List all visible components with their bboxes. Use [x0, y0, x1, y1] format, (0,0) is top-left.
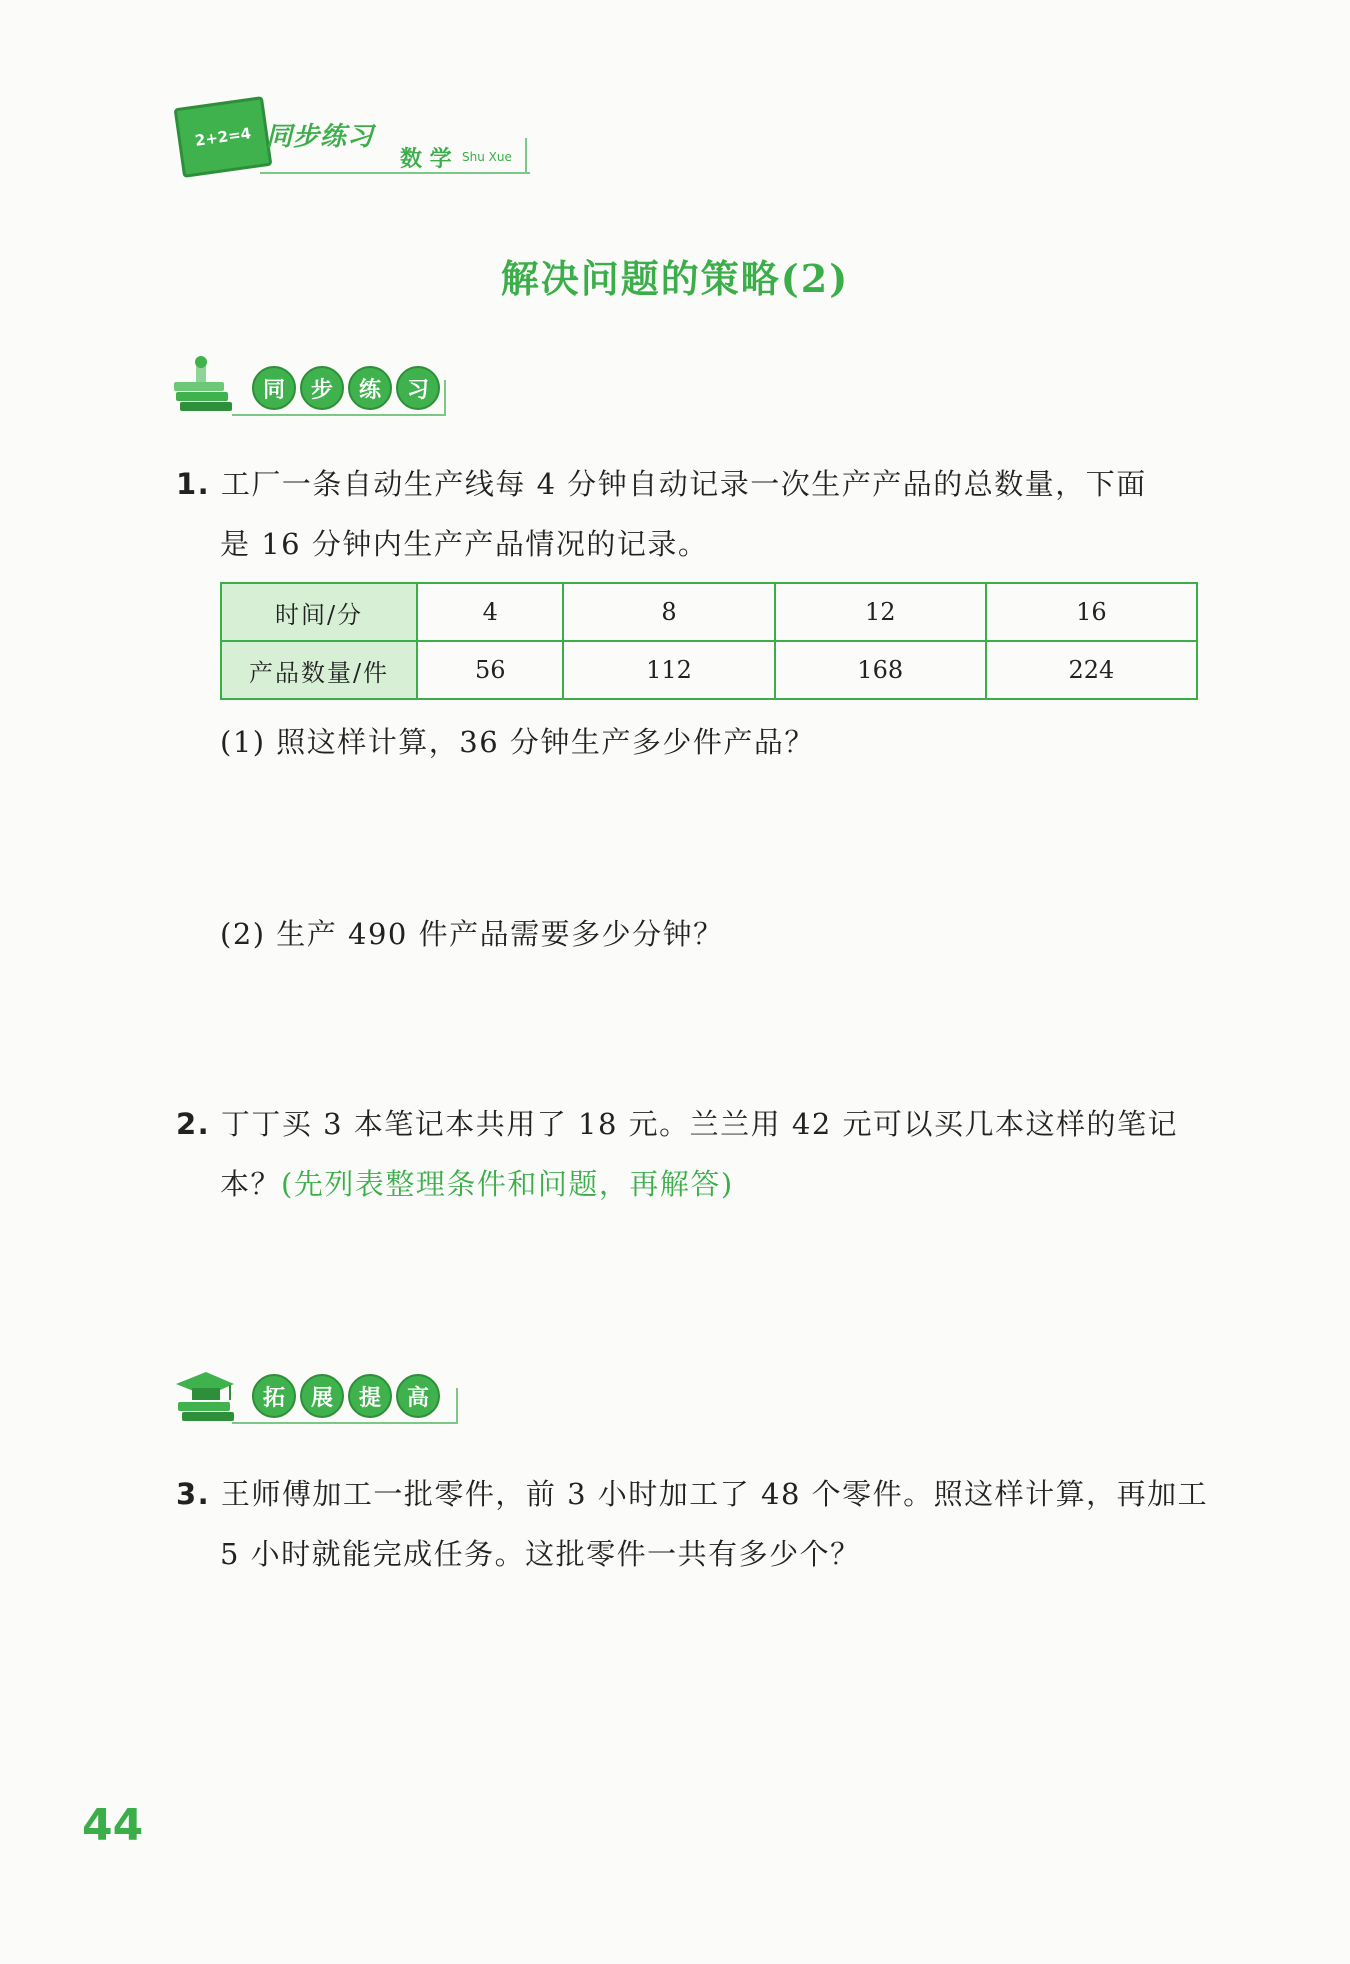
- section-char: 拓: [252, 1374, 296, 1418]
- section-rule: [232, 1422, 458, 1424]
- question-text: 本？: [220, 1167, 282, 1201]
- question-1-line-1: [176, 454, 1216, 514]
- section-badge-practice: [172, 354, 452, 424]
- question-1-sub-2: (2) 生产 490 件产品需要多少分钟？: [220, 917, 724, 951]
- section-badge-extension: [172, 1362, 462, 1432]
- section-char: 同: [252, 366, 296, 410]
- question-1-line-2: 是 16 分钟内生产产品情况的记录。: [220, 527, 709, 561]
- table-cell: 168: [775, 641, 986, 699]
- question-number: 1.: [176, 467, 211, 501]
- table-cell: 224: [986, 641, 1197, 699]
- question-text: 王师傅加工一批零件，前 3 小时加工了 48 个零件。照这样计算，再加工: [220, 1477, 1209, 1511]
- section-char: 习: [396, 366, 440, 410]
- question-2-line-2: [220, 1154, 1220, 1214]
- question-hint: (先列表整理条件和问题，再解答): [281, 1167, 734, 1201]
- data-table: [220, 582, 1198, 700]
- section-rule-end: [444, 380, 446, 416]
- table-cell: 112: [563, 641, 774, 699]
- question-number: 2.: [176, 1107, 211, 1141]
- graduation-cap-icon: [172, 1362, 236, 1428]
- question-3-line-2: 5 小时就能完成任务。这批零件一共有多少个？: [220, 1537, 861, 1571]
- table-cell: 12: [775, 583, 986, 641]
- chalkboard-icon: 2+2=4: [174, 96, 273, 178]
- question-text: 丁丁买 3 本笔记本共用了 18 元。兰兰用 42 元可以买几本这样的笔记: [220, 1107, 1178, 1141]
- question-1-sub-1: (1) 照这样计算，36 分钟生产多少件产品？: [220, 725, 815, 759]
- section-char: 提: [348, 1374, 392, 1418]
- section-char: 高: [396, 1374, 440, 1418]
- subject-pinyin: Shu Xue: [462, 150, 512, 164]
- page-number: 44: [82, 1800, 144, 1851]
- series-header: [170, 92, 530, 184]
- header-rule-end: [525, 138, 527, 174]
- table-cell: 16: [986, 583, 1197, 641]
- question-text: 工厂一条自动生产线每 4 分钟自动记录一次生产产品的总数量，下面: [220, 467, 1147, 501]
- section-char: 展: [300, 1374, 344, 1418]
- question-number: 3.: [176, 1477, 211, 1511]
- table-cell: 8: [563, 583, 774, 641]
- section-rule-end: [456, 1388, 458, 1424]
- page-title: 解决问题的策略(2): [500, 256, 850, 301]
- header-rule: [260, 172, 530, 174]
- table-cell: 56: [417, 641, 563, 699]
- table-row-label: 产品数量/件: [221, 641, 417, 699]
- section-rule: [232, 414, 446, 416]
- table-row-label: 时间/分: [221, 583, 417, 641]
- subject-label: 数 学: [400, 147, 452, 172]
- question-2-line-1: [176, 1094, 1216, 1154]
- section-char: 步: [300, 366, 344, 410]
- question-3-line-1: [176, 1464, 1216, 1524]
- book-stack-icon: [172, 354, 236, 420]
- section-char: 练: [348, 366, 392, 410]
- table-row: [221, 583, 1197, 641]
- table-row: [221, 641, 1197, 699]
- series-title: 同步练习: [266, 122, 375, 152]
- table-cell: 4: [417, 583, 563, 641]
